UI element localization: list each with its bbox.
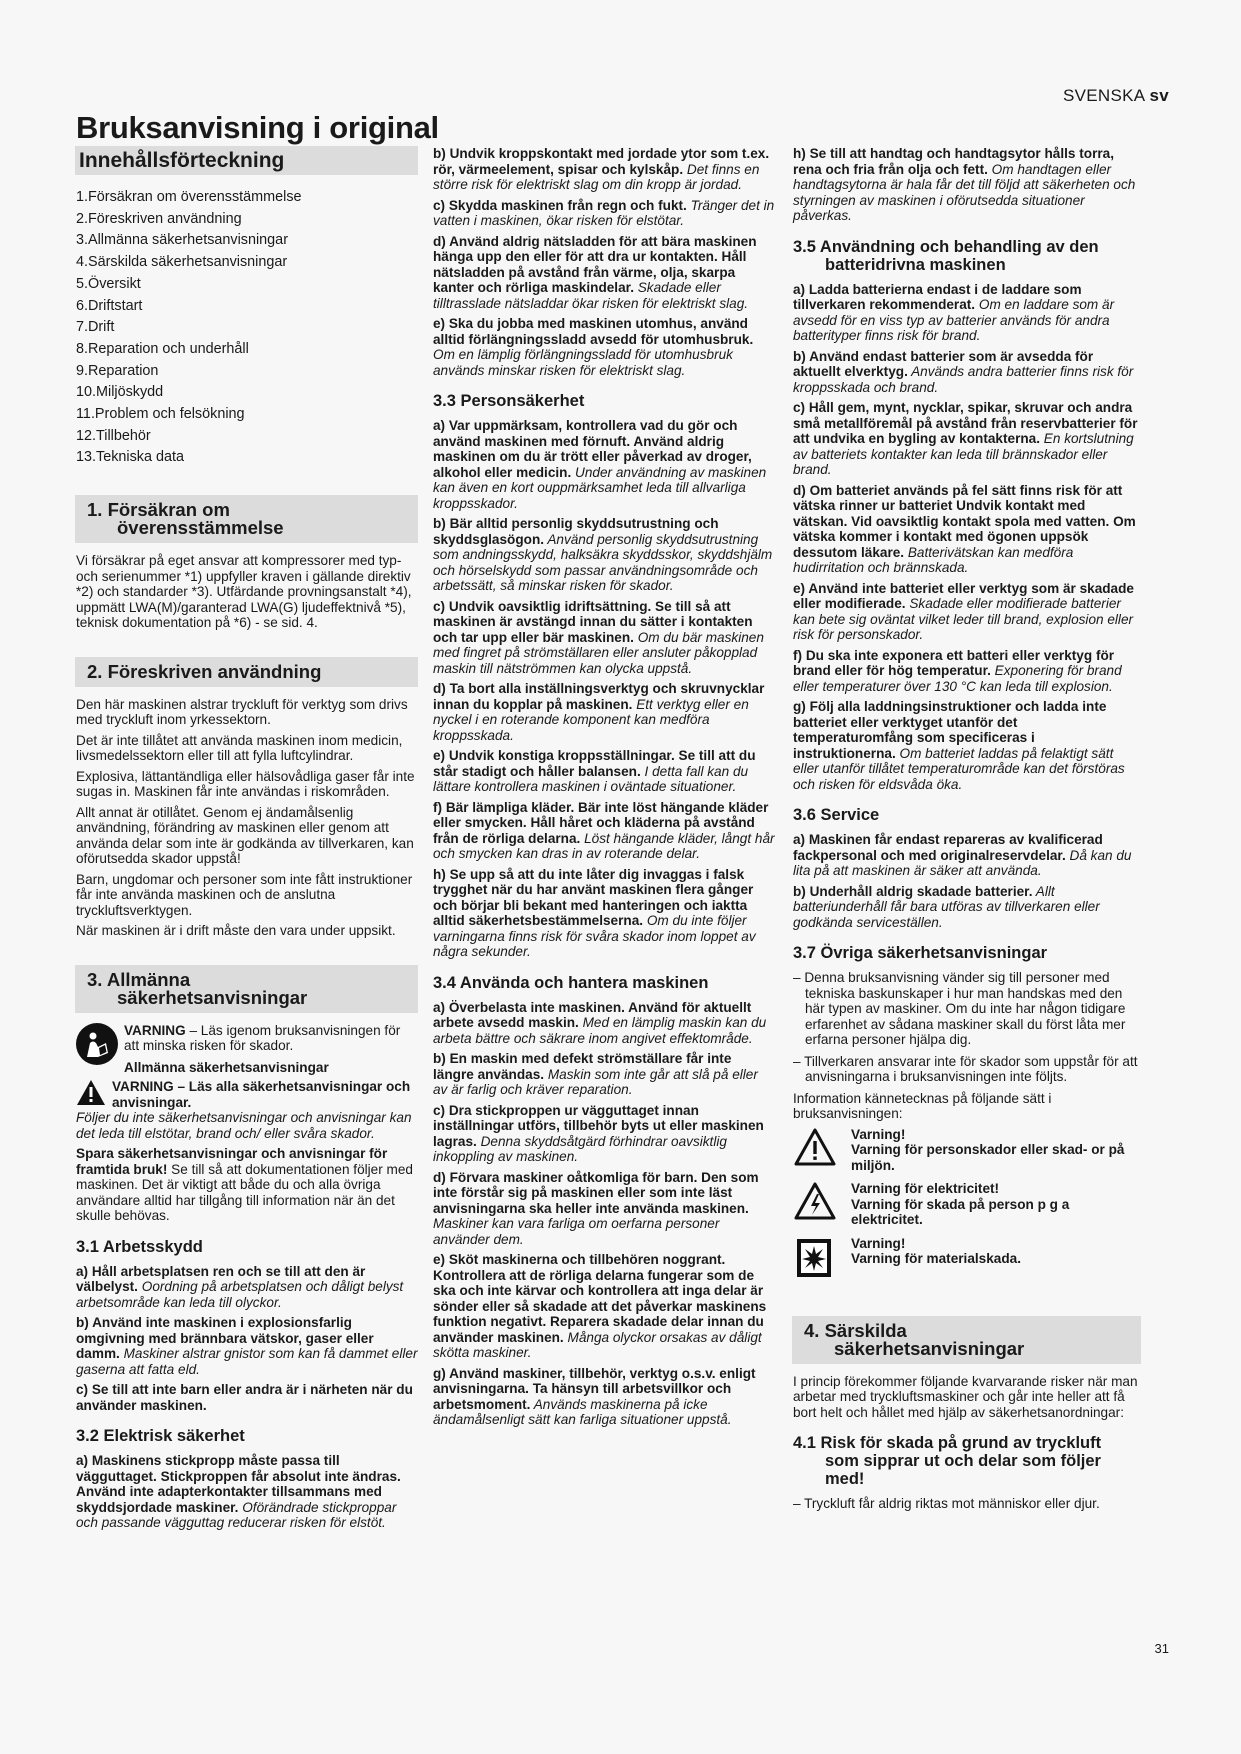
safety-item: b) Använd inte maskinen i explosionsfarlig omgivning med brännbara vätskor, gaser eller damm. Maskiner alstrar gnistor som kan få dammet eller gaserna att fatta eld. [76, 1315, 418, 1377]
read-manual-icon [76, 1023, 118, 1065]
column-middle [433, 146, 775, 1433]
paragraph: Det är inte tillåtet att använda maskinen inom medicin, livsmedelssektorn eller till att fylla luftcylindrar. [76, 732, 403, 764]
electric-hazard-icon [793, 1181, 837, 1221]
section-3-heading: 3. Allmänna säkerhetsanvisningar [75, 965, 418, 1013]
toc-item: 6.Driftstart [76, 297, 143, 314]
read-manual-warning: VARNING – Läs igenom bruksanvisningen för att minska risken för skador. Allmänna säkerhetsanvisningar [76, 1023, 418, 1076]
safety-item: a) Maskinens stickpropp måste passa till vägguttaget. Stickproppen får absolut inte ändras. Använd inte adapterkontakter tillsammans med skyddsjordade maskiner. Oförändrade stickproppar och passande vägguttag reducerar risken för elstöt. [76, 1453, 401, 1531]
paragraph: Den här maskinen alstrar tryckluft för verktyg som drivs med tryckluft inom yrkessektorn. [76, 696, 408, 728]
safety-item: c) Dra stickproppen ur vägguttaget innan inställningar utförs, tillbehör byts ut eller maskinen lagras. Denna skyddsåtgärd förhindrar oavsiktlig inkoppling av maskinen. [433, 1102, 764, 1164]
info-text: Information kännetecknas på följande sätt i bruksanvisningen: [793, 1090, 1052, 1121]
safety-item: f) Du ska inte exponera ett batteri eller verktyg för brand eller för hög temperatur. Exponering för brand eller temperaturer över 130 °C kan leda till explosion. [793, 647, 1122, 694]
safety-item: c) Håll gem, mynt, nycklar, spikar, skruvar och andra små metallföremål på avstånd från reservbatterier för att undvika en bygling av kontakterna. En kortslutning av batteriets kontakter kan leda till brännskador eller brand. [793, 400, 1138, 477]
safety-item: c) Skydda maskinen från regn och fukt. Tränger det in vatten i maskinen, ökar risken för elstötar. [433, 197, 775, 228]
section-4-1-heading: 4.1 Risk för skada på grund av tryckluft som sipprar ut och delar som följer med! [793, 1434, 1102, 1488]
material-damage-icon [793, 1236, 837, 1280]
warning-triangle-icon [793, 1127, 837, 1167]
section-4-heading: 4. Särskilda säkerhetsanvisningar [792, 1316, 1141, 1364]
toc-item: 8.Reparation och underhåll [76, 340, 249, 357]
toc-item: 1.Försäkran om överensstämmelse [76, 189, 302, 205]
safety-item: e) Använd inte batteriet eller verktyg som är skadade eller modifierade. Skadade eller modifierade batterier kan bete sig oväntat vilket leder till brand, explosion eller risk för personskador. [793, 580, 1134, 642]
toc-item: 10.Miljöskydd [76, 384, 164, 401]
safety-item: g) Följ alla laddningsinstruktioner och ladda inte batteriet eller verktyget utanför det temperaturomfång som specificeras i instruktionerna. Om batteriet laddas på felaktigt sätt eller utanför tillåtet temperaturområde kan det förstöras och risken för eldsvåda öka. [793, 699, 1125, 792]
general-safety-heading: Allmänna säkerhetsanvisningar [124, 1059, 329, 1075]
column-right [793, 146, 1141, 1518]
paragraph: När maskinen är i drift måste den vara under uppsikt. [76, 923, 396, 939]
table-of-contents [76, 187, 418, 469]
section-3-7-heading: 3.7 Övriga säkerhetsanvisningar [793, 944, 1048, 962]
toc-item: 13.Tekniska data [76, 449, 184, 466]
section-3-6-heading: 3.6 Service [793, 806, 880, 824]
safety-item: h) Se upp så att du inte låter dig invaggas i falsk trygghet när du har använt maskinen flera gånger och börjar bli bekant med hanteringen och iaktta alltid säkerhetsbestämmelserna. Om du inte följer varningarna finns risk för svåra skador inom loppet av några sekunder. [433, 866, 756, 959]
section-3-1-heading: 3.1 Arbetsskydd [76, 1237, 203, 1256]
safety-item: e) Ska du jobba med maskinen utomhus, använd alltid förlängningssladd avsedd för utomhusbruk. Om en lämplig förlängningssladd för utomhusbruk används minskar risken för elektriskt slag. [433, 316, 754, 378]
safety-item: d) Om batteriet används på fel sätt finns risk för att vätska rinner ur batteriet Undvik kontakt med vätskan. Vid oavsiktlig kontakt spola med vatten. Om vätska kommer i kontakt med ögonen uppsök dessutom läkare. Batterivätskan kan medföra hudirritation och brännskada. [793, 482, 1136, 575]
toc-item: 3.Allmänna säkerhetsanvisningar [76, 232, 288, 249]
list-item: – Tillverkaren ansvarar inte för skador som uppstår för att anvisningarna i bruksanvisningen inte följts. [793, 1053, 1138, 1084]
warning-text: Följer du inte säkerhetsanvisningar och anvisningar kan det leda till elstötar, brand och/ eller svåra skador. [76, 1110, 412, 1141]
safety-item: b) Använd endast batterier som är avsedda för aktuellt elverktyg. Används andra batterier finns risk för kroppsskada och brand. [793, 348, 1134, 395]
toc-item: 4.Särskilda säkerhetsanvisningar [76, 254, 288, 271]
list-item: – Tryckluft får aldrig riktas mot människor eller djur. [793, 1496, 1100, 1511]
safety-item: a) Ladda batterierna endast i de laddare som tillverkaren rekommenderat. Om en laddare som är avsedd för en viss typ av batterier används för andra batterityper finns risk för brand. [793, 281, 1115, 343]
section-1-heading: 1. Försäkran om överensstämmelse [75, 495, 418, 543]
section-4-intro: I princip förekommer följande kvarvarande risker när man arbetar med tryckluftsmaskiner och går inte heller att få bort helt och hållet med hjälp av säkerhetsanordningar: [793, 1373, 1138, 1420]
toc-item: 2.Föreskriven användning [76, 210, 242, 227]
safety-item: a) Var uppmärksam, kontrollera vad du gör och använd maskinen med förnuft. Använd aldrig maskinen om du är trött eller påverkad av droger, alkohol eller medicin. Under användning av maskinen kan även en kort ouppmärksamhet leda till allvarliga kroppsskador. [433, 418, 767, 511]
legend-material: Varning! Varning för materialskada. [793, 1236, 1141, 1280]
safety-item: b) Bär alltid personlig skyddsutrustning och skyddsglasögon. Använd personlig skyddsutrustning som andningsskydd, halksäkra skyddsskor, skyddshjälm och hörselskydd som passar användningsområde och arbetssätt, så minskar risken för skador. [433, 516, 773, 593]
section-2-heading: 2. Föreskriven användning [75, 657, 418, 687]
paragraph: Explosiva, lättantändliga eller hälsovådliga gaser får inte sugas in. Maskinen får inte användas i riskområden. [76, 768, 415, 800]
safety-item: b) En maskin med defekt strömställare får inte längre användas. Maskin som inte går att slå på eller av är farlig och kräver reparation. [433, 1051, 758, 1097]
section-3-5-heading: 3.5 Användning och behandling av den batteridrivna maskinen [793, 237, 1099, 274]
keep-instructions: Spara säkerhetsanvisningar och anvisningar för framtida bruk! Se till så att dokumentationen följer med maskinen. Det är viktigt att både du och alla övriga användare alltid har tillgång till information när än det skulle behövas. [76, 1146, 413, 1224]
list-item: – Denna bruksanvisning vänder sig till personer med tekniska baskunskaper i hur man handskas med den här typen av maskiner. Om du inte har någon tidigare erfarenhet av sådana maskiner skall du först låta mer erfarna personer hjälpa dig. [793, 970, 1126, 1047]
safety-item: a) Överbelasta inte maskinen. Använd för aktuellt arbete avsedd maskin. Med en lämplig maskin kan du arbeta bättre och säkrare inom angivet effektområde. [433, 999, 767, 1046]
safety-item: a) Maskinen får endast repareras av kvalificerad fackpersonal och med originalreservdelar. Då kan du lita på att maskinen är säker att använda. [793, 832, 1132, 878]
toc-heading: Innehållsförteckning [75, 146, 418, 175]
safety-item: h) Se till att handtag och handtagsytor hålls torra, rena och fria från olja och fett. Om handtagen eller handtagsytorna är hala får det till följd att säkerheten och styrningen av maskinen i oförutsedda situationer påverkas. [793, 146, 1136, 223]
safety-item: g) Använd maskiner, tillbehör, verktyg o.s.v. enligt anvisningarna. Ta hänsyn till arbetsvillkor och arbetsmoment. Används maskinerna på icke ändamålsenligt sätt kan farliga situationer uppstå. [433, 1365, 756, 1427]
safety-item: d) Använd aldrig nätsladden för att bära maskinen hänga upp den eller för att dra ur kontakten. Håll nätsladden på avstånd från värme, olja, skarpa kanter och rörliga maskindelar. Skadade eller tilltrasslade nätsladdar ökar risken för elektriskt slag. [433, 233, 757, 311]
safety-item: e) Sköt maskinerna och tillbehören noggrant. Kontrollera att de rörliga delarna fungerar som de ska och inte kärvar och kontrollera att inga delar är sönder eller så skadade att det påverkar maskinens funktion negativt. Reparera skadade delar innan du använder maskinen. Många olyckor orsakas av dåligt skötta maskiner. [433, 1252, 767, 1360]
warning-triangle-icon [76, 1079, 106, 1106]
safety-item: b) Underhåll aldrig skadade batterier. Allt batteriunderhåll får bara utföras av tillverkaren eller godkända serviceställen. [793, 883, 1100, 930]
safety-item: c) Se till att inte barn eller andra är i närheten när du använder maskinen. [76, 1382, 413, 1413]
page-number: 31 [1154, 1641, 1169, 1656]
language-label: SVENSKA sv [1062, 86, 1169, 105]
safety-item: a) Håll arbetsplatsen ren och se till att den är välbelyst. Oordning på arbetsplatsen och dåligt belyst arbetsområde kan leda till olyckor. [76, 1263, 404, 1310]
safety-item: e) Undvik konstiga kroppsställningar. Se till att du står stadigt och håller balansen. I detta fall kan du lättare kontrollera maskinen i oväntade situationer. [433, 748, 756, 794]
safety-item: c) Undvik oavsiktlig idriftsättning. Se till så att maskinen är avstängd innan du sätter i kontakten och tar upp eller bär maskinen. Om du bär maskinen med fingret på strömställaren eller ansluter påkopplad maskin till nätströmmen kan olycka uppstå. [433, 598, 764, 676]
paragraph: Barn, ungdomar och personer som inte fått instruktioner får inte använda maskinen och de anslutna tryckluftsverktygen. [76, 871, 413, 918]
legend-electricity: Varning för elektricitet! Varning för skada på person p g a elektricitet. [793, 1181, 1141, 1228]
read-all-warning: VARNING – Läs alla säkerhetsanvisningar och anvisningar. [76, 1079, 418, 1110]
document-title: Bruksanvisning i original [76, 110, 439, 145]
safety-item: d) Ta bort alla inställningsverktyg och skruvnycklar innan du kopplar på maskinen. Ett verktyg eller en nyckel i en roterande komponent kan medföra kroppsskada. [433, 681, 765, 743]
section-3-4-heading: 3.4 Använda och hantera maskinen [433, 973, 709, 992]
safety-item: b) Undvik kroppskontakt med jordade ytor som t.ex. rör, värmeelement, spisar och kylskåp. Det finns en större risk för elektriskt slag om din kropp är jordad. [433, 146, 770, 192]
toc-item: 12.Tillbehör [76, 427, 151, 444]
section-3-3-heading: 3.3 Personsäkerhet [433, 392, 585, 410]
section-1-body: Vi försäkrar på eget ansvar att kompressorer med typ- och serienummer *1) uppfyller kraven i gällande direktiv *2) och standarder *3). Utfärdande provningsanstalt *4), uppmätt LWA(M)/garanterad LWA(G) ljudeffektnivå *5), teknisk dokumentation på *6) - se sid. 4. [76, 553, 412, 631]
toc-item: 11.Problem och felsökning [76, 406, 245, 423]
column-left [76, 146, 418, 1536]
legend-warning: Varning! Varning för personskador eller skad- or på miljön. [793, 1127, 1141, 1174]
section-3-2-heading: 3.2 Elektrisk säkerhet [76, 1427, 245, 1446]
toc-item: 9.Reparation [76, 362, 159, 379]
toc-item: 5.Översikt [76, 275, 141, 292]
toc-item: 7.Drift [76, 319, 115, 336]
safety-item: d) Förvara maskiner oåtkomliga för barn. Den som inte förstår sig på maskinen eller som inte läst anvisningarna ska heller inte använda maskinen. Maskiner kan vara farliga om oerfarna personer använder dem. [433, 1169, 759, 1247]
safety-item: f) Bär lämpliga kläder. Bär inte löst hängande kläder eller smycken. Håll håret och kläderna på avstånd från de rörliga delarna. Löst hängande kläder, långt hår och smycken kan dras in av roterande delar. [433, 799, 775, 861]
paragraph: Allt annat är otillåtet. Genom ej ändamålsenlig användning, förändring av maskinen eller genom att använda delar som inte är godkända av tillverkaren, kan oförutsedda skador uppstå! [76, 804, 414, 867]
